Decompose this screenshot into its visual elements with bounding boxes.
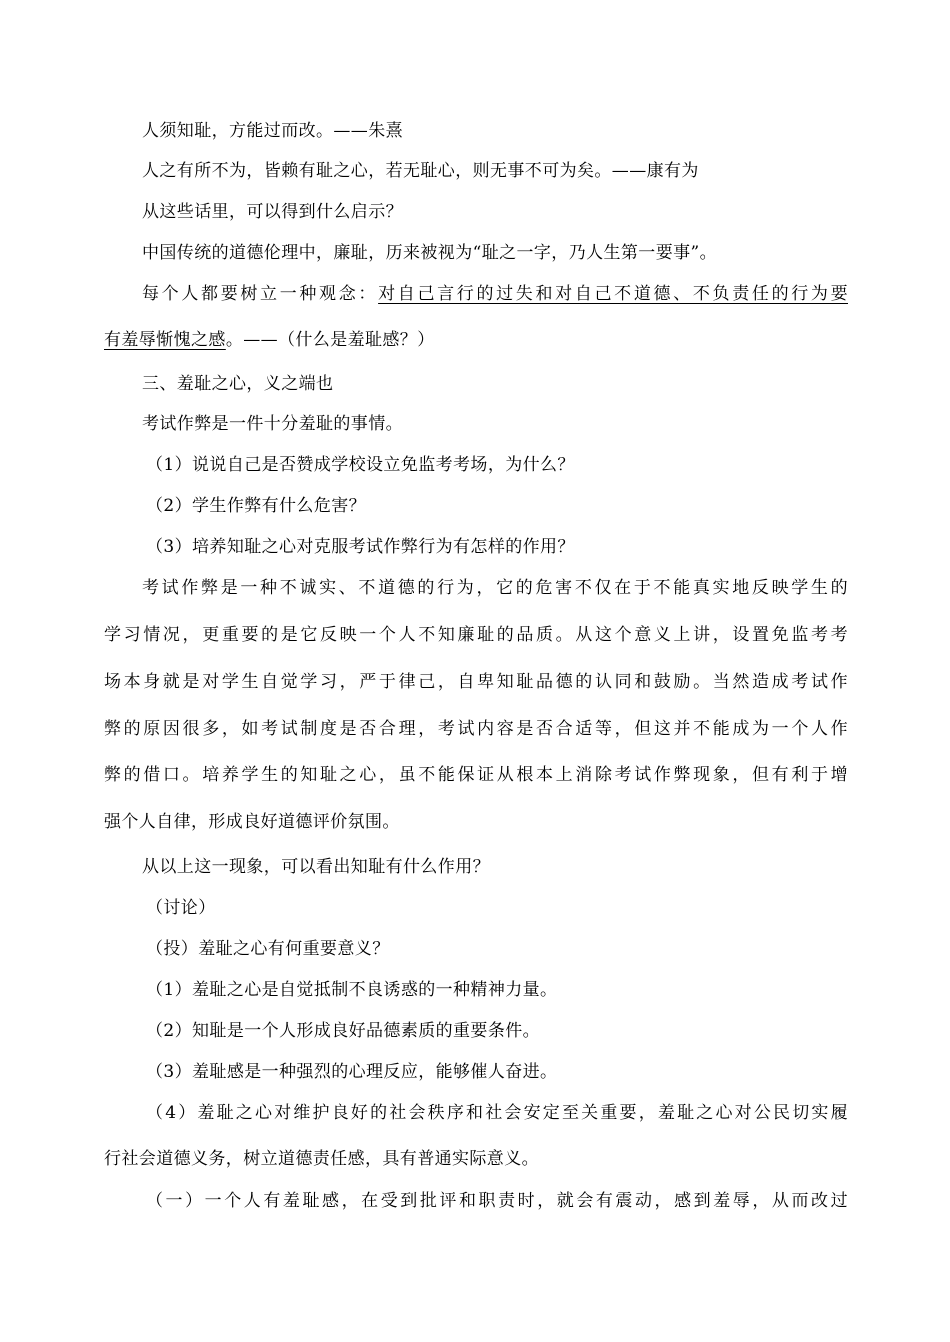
paragraph-cheating-line-4: 弊的原因很多，如考试制度是否合理，考试内容是否合适等，但这并不能成为一个人作 bbox=[104, 719, 848, 739]
question-inspiration: 从这些话里，可以得到什么启示？ bbox=[142, 202, 403, 222]
paragraph-cheating-line-3: 场本身就是对学生自觉学习，严于律己，自卑知耻品德的认同和鼓励。当然造成考试作 bbox=[104, 672, 848, 692]
discussion-label: （讨论） bbox=[146, 898, 216, 918]
paragraph-cheating-line-2: 学习情况，更重要的是它反映一个人不知廉耻的品质。从这个意义上讲，设置免监考考 bbox=[104, 625, 848, 645]
paragraph-concept-line-2 bbox=[104, 329, 848, 351]
paragraph-cheating-line-6: 强个人自律，形成良好道德评价氛围。 bbox=[104, 812, 400, 832]
concept-intro: 每个人都要树立一种观念： bbox=[142, 284, 379, 304]
significance-1: （1）羞耻之心是自觉抵制不良诱惑的一种精神力量。 bbox=[146, 980, 558, 1000]
paragraph-concept-line-1 bbox=[142, 283, 848, 305]
significance-3: （3）羞耻感是一种强烈的心理反应，能够催人奋进。 bbox=[146, 1062, 558, 1082]
paragraph-cheating-line-1: 考试作弊是一种不诚实、不道德的行为，它的危害不仅在于不能真实地反映学生的 bbox=[142, 578, 848, 598]
quote-zhu-xi: 人须知耻，方能过而改。——朱熹 bbox=[142, 121, 403, 141]
concept-question: 。——（什么是羞耻感？） bbox=[225, 330, 435, 350]
significance-4-line-1: （4）羞耻之心对维护良好的社会秩序和社会安定至关重要，羞耻之心对公民切实履 bbox=[146, 1103, 848, 1123]
concept-underlined-1: 对自己言行的过失和对自己不道德、不负责任的行为要 bbox=[378, 284, 848, 304]
question-2: （2）学生作弊有什么危害？ bbox=[146, 496, 367, 516]
paragraph-cheating-line-5: 弊的借口。培养学生的知耻之心，虽不能保证从根本上消除考试作弊现象，但有利于增 bbox=[104, 765, 848, 785]
concept-underlined-2: 有羞辱惭愧之感 bbox=[104, 330, 226, 350]
paragraph-sense-of-shame: （一）一个人有羞耻感，在受到批评和职责时，就会有震动，感到羞辱，从而改过 bbox=[146, 1191, 848, 1211]
paragraph-tradition: 中国传统的道德伦理中，廉耻，历来被视为“耻之一字，乃人生第一要事”。 bbox=[142, 243, 717, 263]
question-function: 从以上这一现象，可以看出知耻有什么作用？ bbox=[142, 857, 490, 877]
paragraph-cheating-shame: 考试作弊是一件十分羞耻的事情。 bbox=[142, 414, 403, 434]
question-3: （3）培养知耻之心对克服考试作弊行为有怎样的作用？ bbox=[146, 537, 575, 557]
section-heading-three: 三、羞耻之心，义之端也 bbox=[142, 374, 334, 394]
question-1: （1）说说自己是否赞成学校设立免监考考场，为什么？ bbox=[146, 455, 575, 475]
quote-kang-youwei: 人之有所不为，皆赖有耻之心，若无耻心，则无事不可为矣。——康有为 bbox=[142, 161, 699, 181]
significance-4-line-2: 行社会道德义务，树立道德责任感，具有普通实际意义。 bbox=[104, 1149, 539, 1169]
significance-2: （2）知耻是一个人形成良好品德素质的重要条件。 bbox=[146, 1021, 541, 1041]
significance-question: （投）羞耻之心有何重要意义？ bbox=[146, 939, 390, 959]
